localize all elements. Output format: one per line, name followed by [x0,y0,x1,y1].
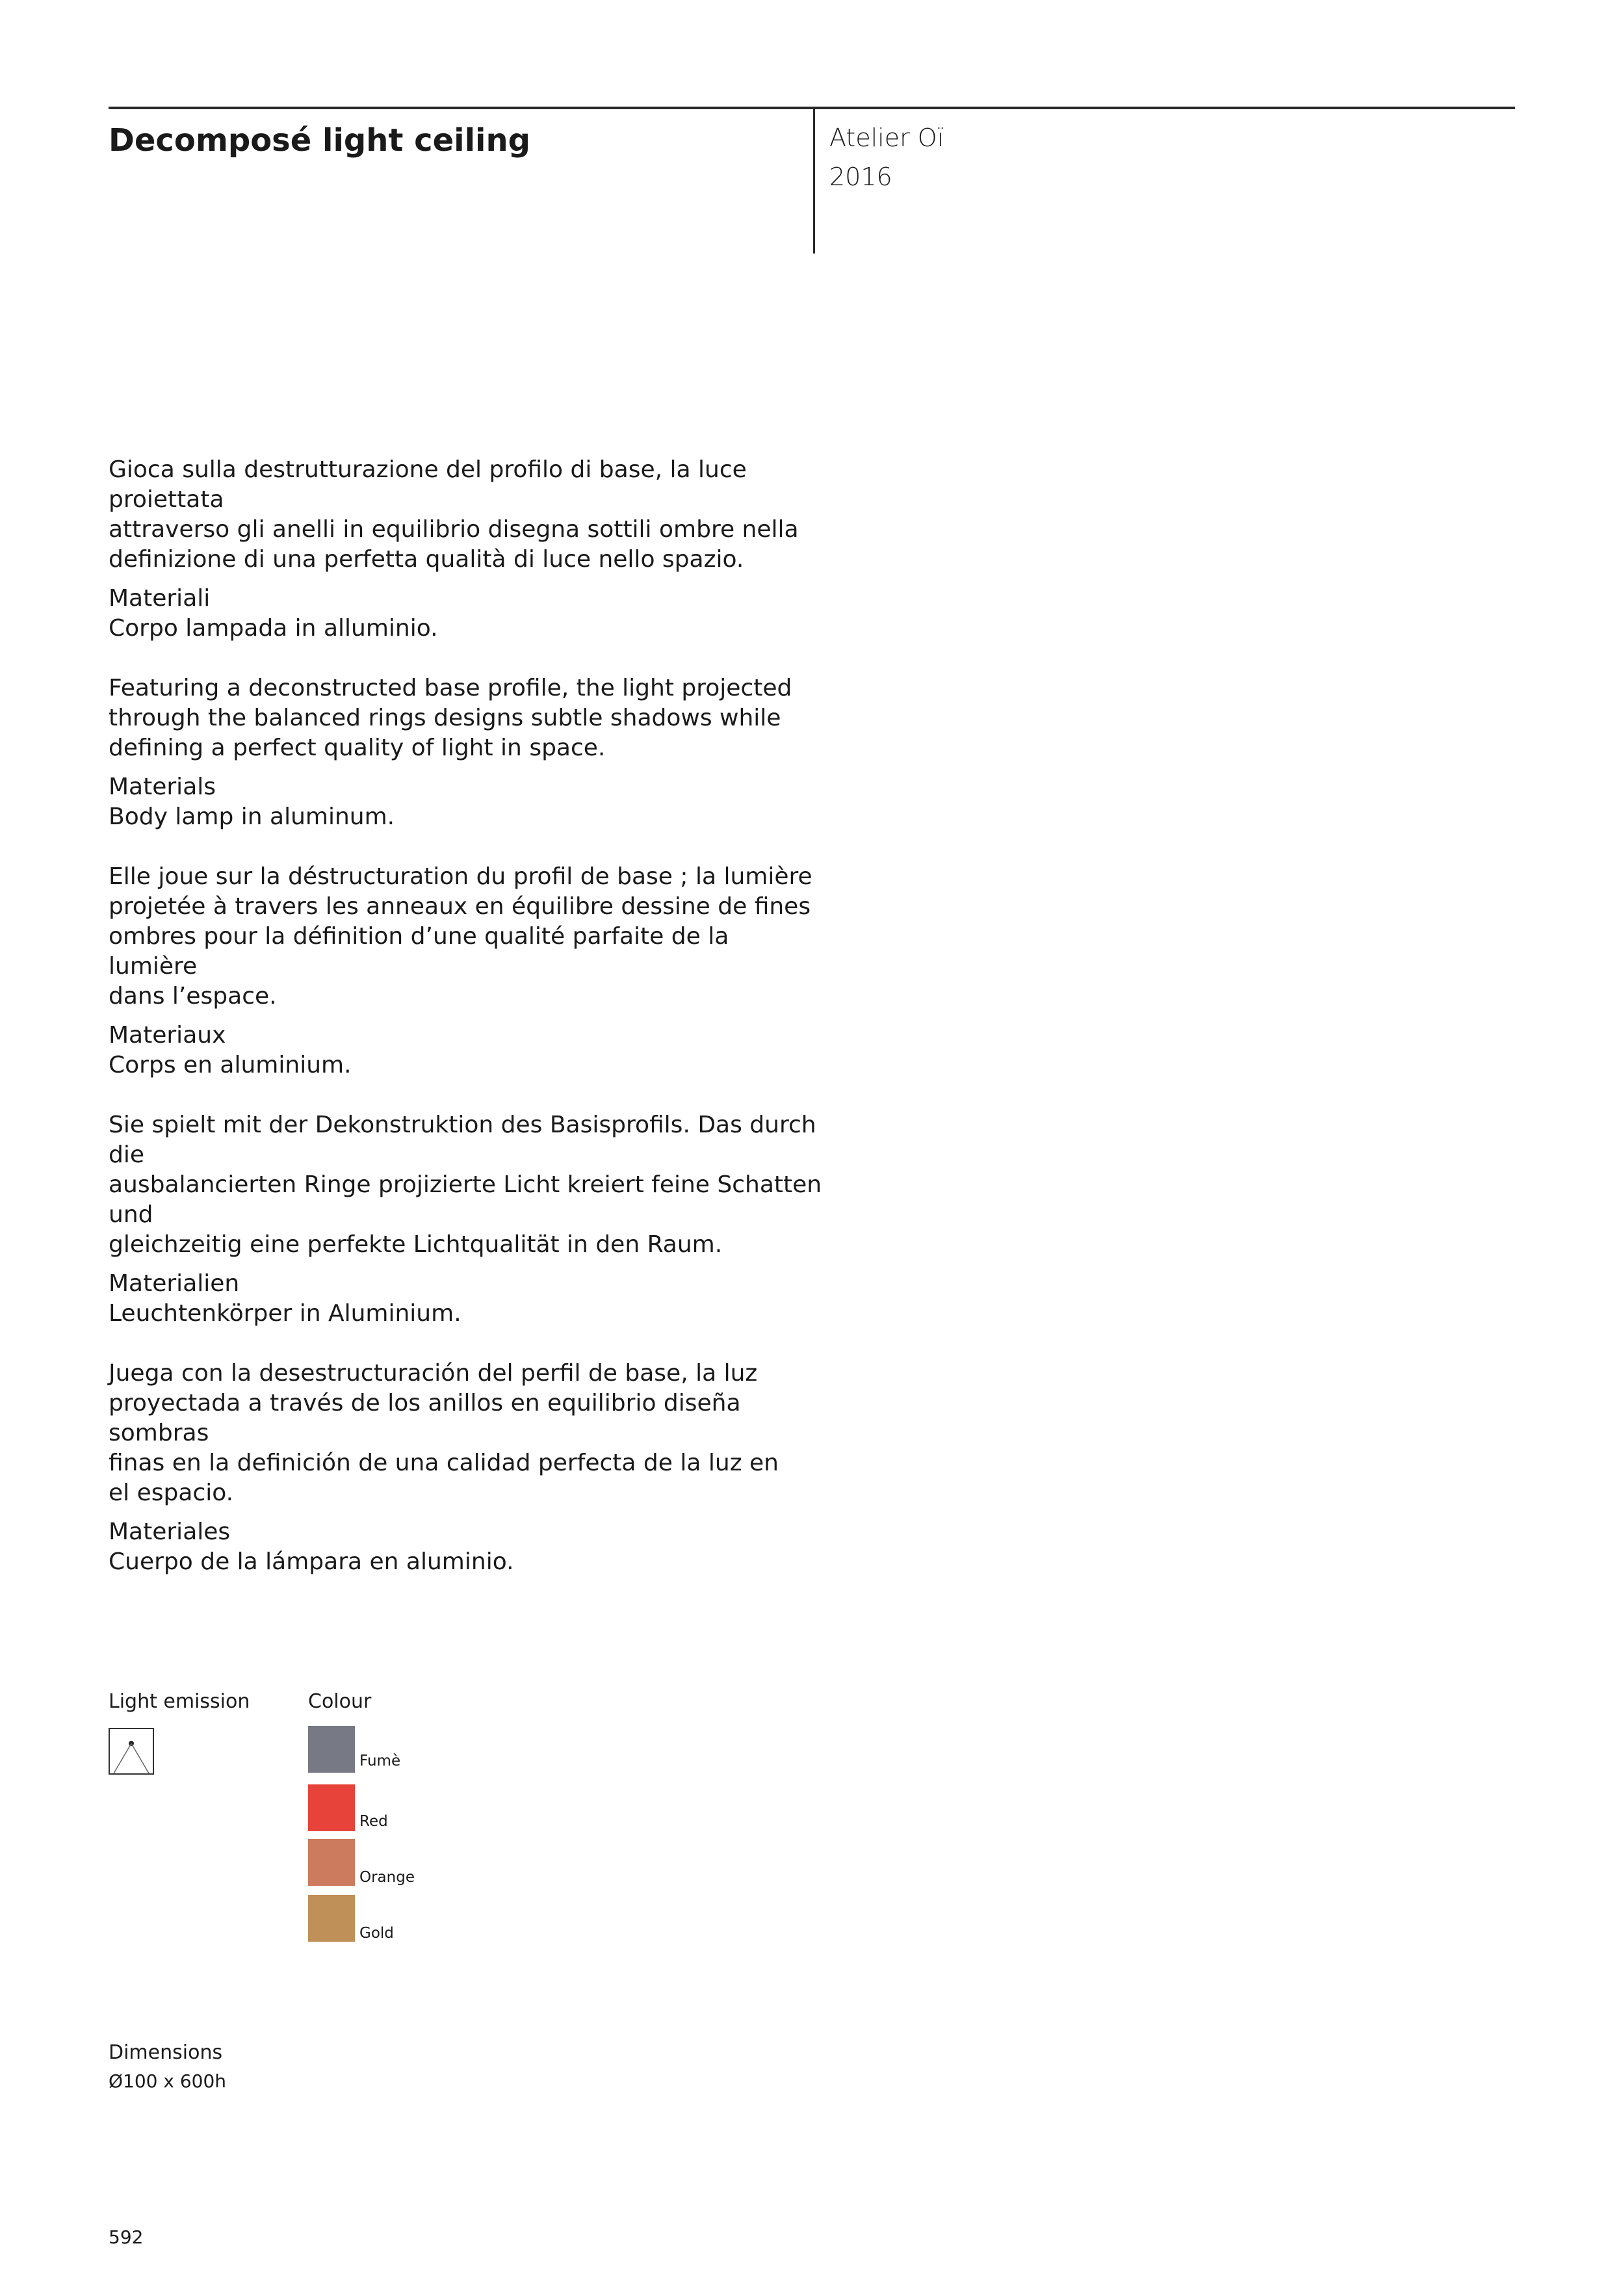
colour-label: Colour [308,1690,372,1713]
description-line: gleichzeitig eine perfekte Lichtqualität in den Raum. [109,1231,723,1258]
description-line: attraverso gli anelli in equilibrio disegna sottili ombre nella [109,516,799,543]
description-en [109,673,824,832]
swatch-label-gold: Gold [359,1925,394,1942]
description-line: Sie spielt mit der Dekonstruktion des Basisprofils. Das durch die [109,1112,816,1168]
description-line: proyectada a través de los anillos en equilibrio diseña sombras [109,1390,741,1446]
swatch-label-fume: Fumè [359,1753,401,1769]
description-line: Gioca sulla destrutturazione del profilo di base, la luce proiettata [109,456,747,513]
swatch-fume [308,1726,355,1773]
materials-text: Cuerpo de la lámpara en aluminio. [109,1548,514,1575]
swatch-orange [308,1839,355,1886]
materials-text: Corpo lampada in alluminio. [109,615,438,642]
swatch-red [308,1784,355,1831]
swatch-gold [308,1895,355,1942]
description-fr [109,862,824,1080]
dimensions-label: Dimensions [109,2041,223,2064]
description-line: projetée à travers les anneaux en équilibre dessine de fines [109,893,811,920]
materials-text: Body lamp in aluminum. [109,803,395,830]
design-year: 2016 [829,163,892,191]
materials-heading: Materialien [109,1270,240,1297]
materials-text: Corps en aluminium. [109,1052,352,1078]
description-line: el espacio. [109,1480,234,1506]
materials-heading: Materiaux [109,1022,226,1049]
description-line: ausbalancierten Ringe projizierte Licht kreiert feine Schatten und [109,1171,822,1228]
light-emission-label: Light emission [109,1690,250,1713]
description-line: through the balanced rings designs subtle shadows while [109,705,781,731]
description-line: Juega con la desestructuración del perfil de base, la luz [109,1360,758,1387]
materials-heading: Materiales [109,1519,231,1545]
swatch-label-orange: Orange [359,1869,415,1886]
description-it [109,455,824,644]
description-line: Elle joue sur la déstructuration du profil de base ; la lumière [109,863,812,890]
description-block [109,455,824,1577]
description-line: defining a perfect quality of light in space. [109,735,606,761]
materials-heading: Materials [109,774,216,800]
light-emission-icon [109,1728,154,1775]
swatch-label-red: Red [359,1813,388,1830]
header-rule [109,107,1515,109]
description-line: definizione di una perfetta qualità di luce nello spazio. [109,546,744,573]
header-divider [813,108,815,254]
description-de [109,1110,824,1329]
materials-heading: Materiali [109,585,211,612]
description-line: ombres pour la définition d’une qualité parfaite de la lumière [109,923,729,980]
product-title: Decomposé light ceiling [109,122,531,159]
designer-name: Atelier Oï [829,124,944,152]
dimensions-value: Ø100 x 600h [109,2070,227,2092]
materials-text: Leuchtenkörper in Aluminium. [109,1300,461,1327]
page-number: 592 [109,2226,144,2248]
description-line: dans l’espace. [109,983,277,1010]
description-line: Featuring a deconstructed base profile, the light projected [109,675,792,701]
description-es [109,1359,824,1577]
description-line: finas en la definición de una calidad perfecta de la luz en [109,1450,779,1476]
